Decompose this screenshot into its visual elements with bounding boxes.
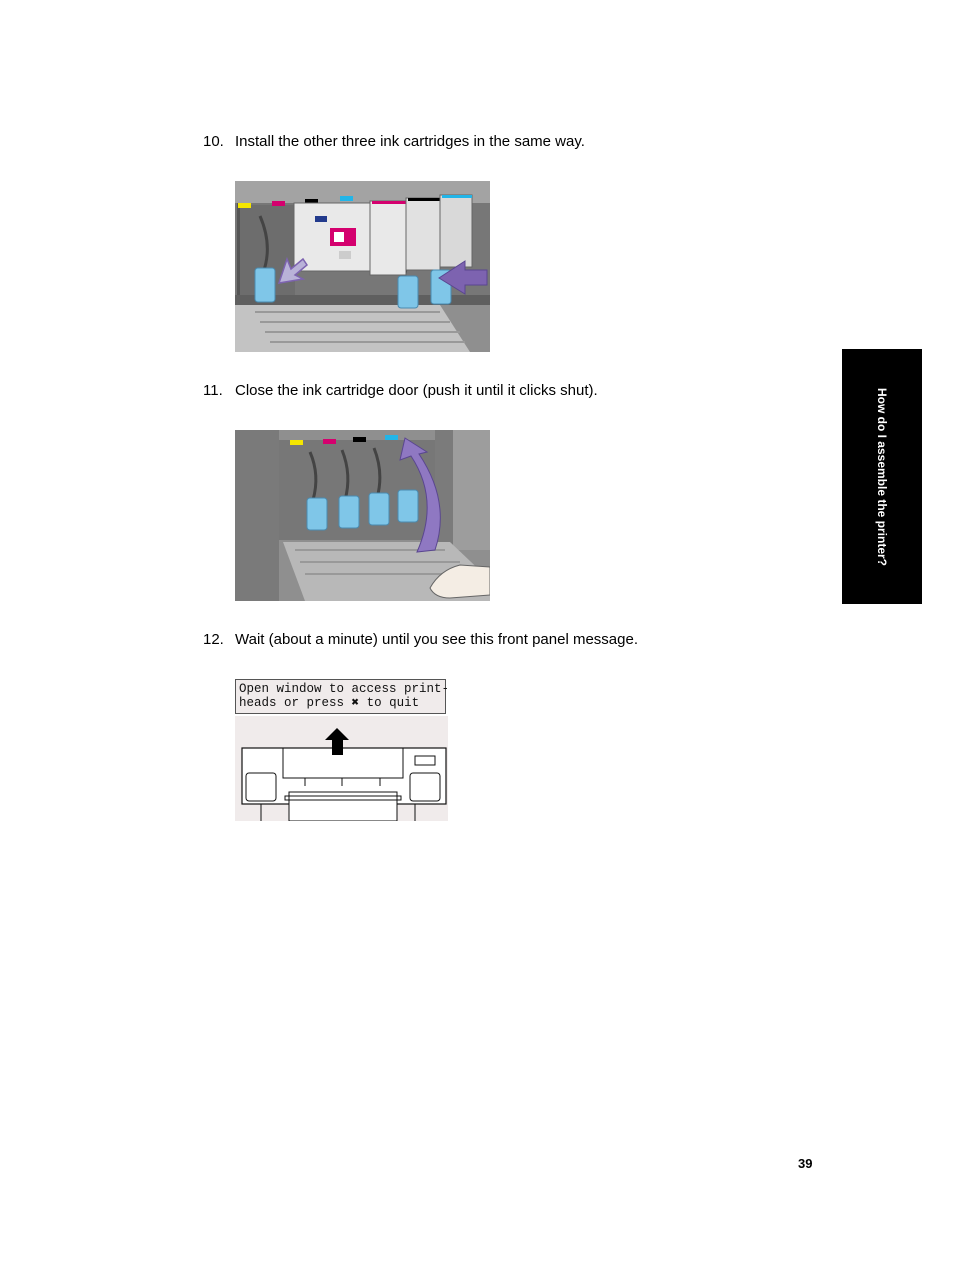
cartridge-latch — [255, 268, 275, 302]
magenta-color-tab — [323, 439, 336, 444]
figure-install-cartridges — [235, 181, 490, 352]
step-text: Close the ink cartridge door (push it until it clicks shut). — [235, 382, 598, 399]
cyan-color-tab — [340, 196, 353, 201]
front-panel-display — [235, 679, 450, 714]
step-text: Install the other three ink cartridges in the same way. — [235, 133, 585, 150]
front-panel-line-1: Open window to access print- — [239, 682, 450, 696]
ink-cartridge — [370, 201, 406, 275]
cartridge-latch — [398, 490, 418, 522]
step-number: 11. — [203, 382, 223, 399]
cancel-x-icon: ✖ — [351, 696, 360, 710]
ink-cartridge — [440, 195, 472, 267]
chapter-tab-label: How do I assemble the printer? — [875, 387, 889, 566]
chapter-tab — [842, 349, 922, 604]
cartridge-latch — [307, 498, 327, 530]
yellow-color-tab — [290, 440, 303, 445]
yellow-color-tab — [238, 203, 251, 208]
cartridge-latch — [398, 276, 418, 308]
magenta-color-tab — [272, 201, 285, 206]
cartridge-latch — [339, 496, 359, 528]
step-11 — [203, 382, 598, 399]
figure-printer-front — [235, 716, 448, 821]
step-number: 12. — [203, 631, 224, 648]
step-text: Wait (about a minute) until you see this front panel message. — [235, 631, 638, 648]
cyan-color-tab — [385, 435, 398, 440]
black-color-tab — [353, 437, 366, 442]
figure-close-door — [235, 430, 490, 601]
ink-cartridge — [406, 198, 440, 270]
step-10 — [203, 133, 585, 150]
front-panel-line-2: heads or press ✖ to quit — [239, 696, 420, 710]
page-number: 39 — [798, 1156, 813, 1171]
step-number: 10. — [203, 133, 224, 150]
step-12 — [203, 631, 638, 648]
cartridge-latch — [369, 493, 389, 525]
